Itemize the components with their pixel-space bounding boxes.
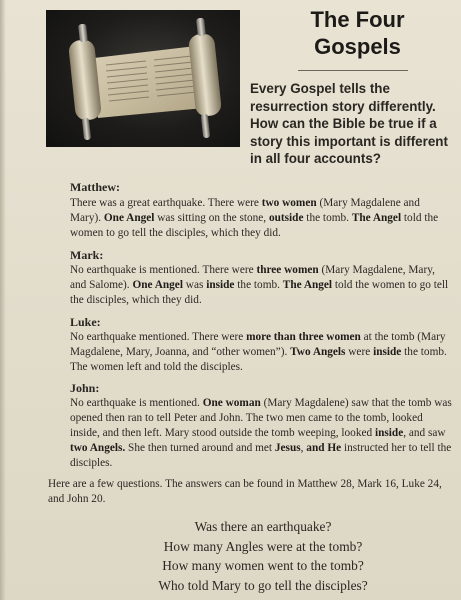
emphasis-text: outside <box>268 212 304 224</box>
torah-scroll-photo <box>46 10 240 147</box>
title-line-2: Gospels <box>314 34 401 59</box>
body-text: told the women to go tell the disciples, which they did. <box>70 279 449 306</box>
body-text: was <box>182 279 207 291</box>
emphasis-text: The Angel <box>351 212 402 224</box>
body-text: There was a great earthquake. There were <box>70 197 262 209</box>
body-text: No earthquake mentioned. There were <box>70 331 247 343</box>
section-heading-matthew: Matthew: <box>70 180 120 194</box>
body-text: told the women to go tell the disciples, which they did. <box>70 212 439 239</box>
emphasis-text: Jesus <box>274 442 301 454</box>
emphasis-text: The Angel <box>282 279 333 291</box>
section-body-matthew <box>70 196 452 241</box>
body-text: (Mary Magdalene and Mary). <box>70 197 420 224</box>
body-text: the tomb. The women left and told the disciples. <box>70 346 447 373</box>
body-text: was sitting on the stone, <box>154 212 269 224</box>
section-heading-john: John: <box>70 381 100 395</box>
emphasis-text: three women <box>256 264 319 276</box>
body-text: were <box>345 346 374 358</box>
scroll-illustration <box>46 10 240 147</box>
emphasis-text: One Angel <box>132 279 183 291</box>
emphasis-text: inside <box>373 346 402 358</box>
emphasis-text: One woman <box>202 397 261 409</box>
body-text: the tomb. <box>234 279 283 291</box>
intro-question: Every Gospel tells the resurrection story differently. How can the Bible be true if a story this important is different in all four accounts? <box>250 81 448 166</box>
body-text: No earthquake is mentioned. There were <box>70 264 257 276</box>
question-item: Who told Mary to go tell the disciples? <box>158 577 368 593</box>
body-text: , <box>300 442 307 454</box>
footer-instructions: Here are a few questions. The answers can be found in Matthew 28, Mark 16, Luke 24, and John 20. <box>48 478 442 505</box>
body-text: , and saw <box>403 427 446 439</box>
section-body-john <box>70 396 452 471</box>
emphasis-text: and He <box>306 442 342 454</box>
body-text: (Mary Magdalene) saw that the tomb was opened then ran to tell Peter and John. The two men came to the tomb, looked inside, and then left. Mary stood outside the tomb weeping, looked <box>70 397 452 439</box>
section-heading-mark: Mark: <box>70 248 104 262</box>
body-text: at the tomb (Mary Magdalene, Mary, Joanna, and “other women”). <box>70 331 446 358</box>
emphasis-text: two women <box>261 197 317 209</box>
page-title <box>270 6 445 60</box>
question-item: How many Angles were at the tomb? <box>163 538 363 554</box>
emphasis-text: One Angel <box>103 212 155 224</box>
section-body-luke <box>70 330 452 375</box>
emphasis-text: two Angels. <box>70 442 126 454</box>
body-text: the tomb. <box>303 212 352 224</box>
page-edge-shadow <box>0 0 6 600</box>
emphasis-text: more than three women <box>246 331 361 343</box>
question-item: How many women went to the tomb? <box>162 558 364 573</box>
section-heading-luke: Luke: <box>70 315 101 329</box>
body-text: No earthquake is mentioned. <box>70 397 203 409</box>
title-divider <box>298 70 408 71</box>
emphasis-text: inside <box>374 427 404 439</box>
question-list <box>120 517 406 595</box>
body-text: instructed her to tell the disciples. <box>70 442 452 469</box>
section-body-mark <box>70 263 452 308</box>
emphasis-text: Two Angels <box>290 346 346 358</box>
title-line-1: The Four <box>310 7 405 32</box>
body-text: (Mary Magdalene, Mary, and Salome). <box>70 264 435 291</box>
question-item: Was there an earthquake? <box>194 519 332 534</box>
body-text: She then turned around and met <box>125 442 275 454</box>
emphasis-text: inside <box>206 279 235 291</box>
